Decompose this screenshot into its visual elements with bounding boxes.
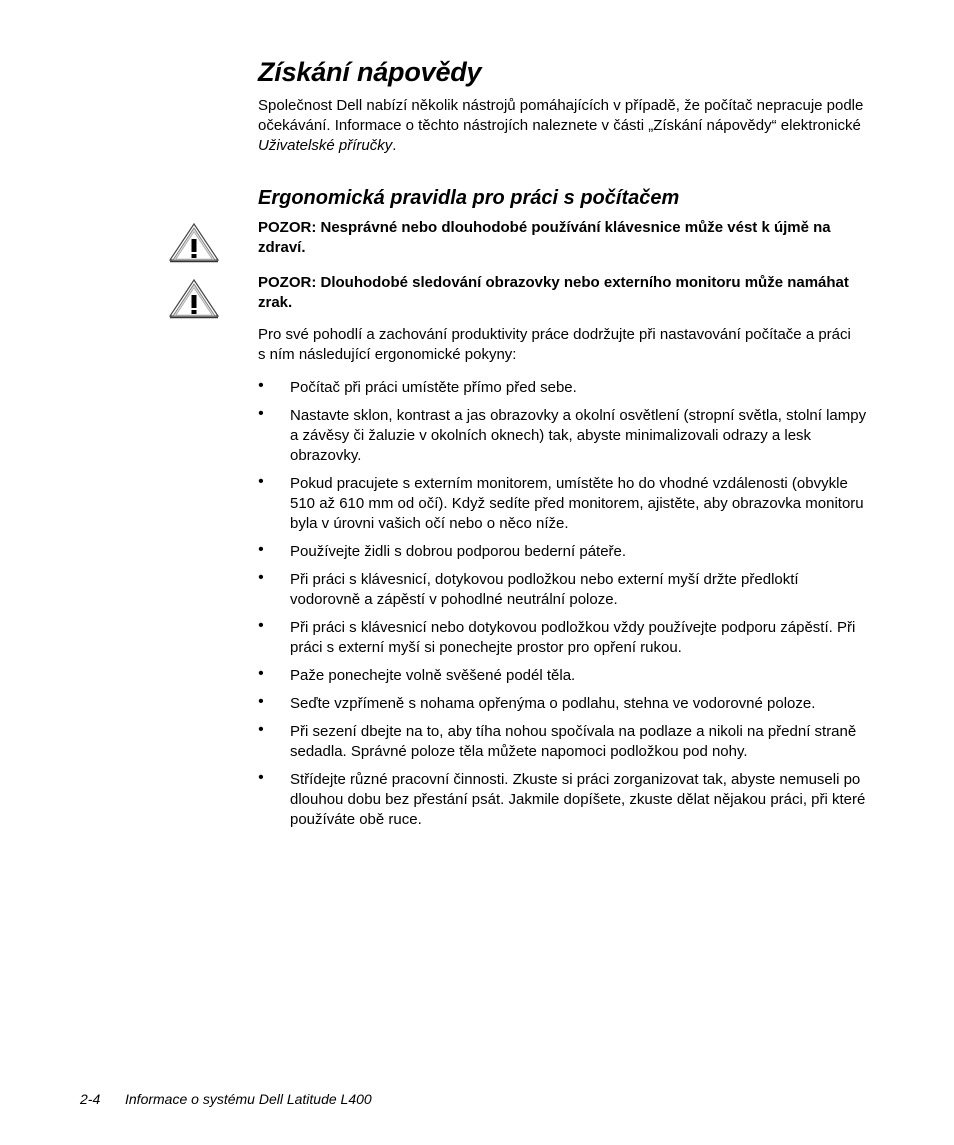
list-item-text: Při práci s klávesnicí nebo dotykovou podložkou vždy používejte podporu zápěstí. Při práci s externí myší si ponechejte prostor pro opření rukou. (290, 619, 856, 656)
list-item (258, 694, 868, 714)
intro-paragraph (258, 96, 868, 156)
list-item (258, 618, 868, 658)
list-item (258, 378, 868, 398)
bullet-icon: • (258, 569, 264, 586)
bullet-icon: • (258, 473, 264, 490)
list-item-text: Používejte židli s dobrou podporou bederní páteře. (290, 543, 627, 560)
bullet-icon: • (258, 665, 264, 682)
bullet-icon: • (258, 377, 264, 394)
bullet-icon: • (258, 693, 264, 710)
list-item (258, 542, 868, 562)
section-heading: Ergonomická pravidla pro práci s počítačem (258, 187, 680, 209)
caution-text: POZOR: Nesprávné nebo dlouhodobé používání klávesnice může vést k újmě na zdraví. (258, 219, 831, 256)
list-item (258, 474, 868, 534)
page-number: 2-4 (80, 1091, 101, 1107)
list-item (258, 770, 868, 830)
list-item-text: Střídejte různé pracovní činnosti. Zkuste si práci zorganizovat tak, abyste nemuseli po dlouhou dobu bez přestání psát. Jakmile dopíšete, zkuste dělat nějakou práci, při které používáte obě ruce. (290, 771, 866, 828)
list-item-text: Pokud pracujete s externím monitorem, umístěte ho do vhodné vzdálenosti (obvykle 510 až 610 mm od očí). Když sedíte před monitorem, ajistěte, aby obrazovka monitoru byla v úrovni vašich očí nebo o něco níže. (290, 475, 864, 532)
bullet-icon: • (258, 721, 264, 738)
intro-text: Společnost Dell nabízí několik nástrojů pomáhajících v případě, že počítač nepracuje podle očekávání. Informace o těchto nástrojích naleznete v části „Získání nápovědy“ elektronické (258, 97, 864, 134)
list-item-text: Při práci s klávesnicí, dotykovou podložkou nebo externí myší držte předloktí vodorovně a zápěstí v pohodlné neutrální poloze. (290, 571, 799, 608)
page-footer (80, 1090, 372, 1108)
warning-icon (168, 277, 220, 319)
list-item-text: Paže ponechejte volně svěšené podél těla. (290, 667, 576, 684)
bullet-icon: • (258, 405, 264, 422)
intro-emphasis: Uživatelské příručky (258, 137, 393, 154)
bullet-icon: • (258, 617, 264, 634)
list-item-text: Při sezení dbejte na to, aby tíha nohou spočívala na podlaze a nikoli na přední straně sedadla. Správné poloze těla můžete napomoci podložkou pod nohy. (290, 723, 857, 760)
bullet-icon: • (258, 541, 264, 558)
list-item-text: Seďte vzpřímeně s nohama opřenýma o podlahu, stehna ve vodorovné poloze. (290, 695, 816, 712)
footer-title: Informace o systému Dell Latitude L400 (125, 1091, 372, 1107)
ergonomics-intro: Pro své pohodlí a zachování produktivity práce dodržujte při nastavování počítače a práci s ním následující ergonomické pokyny: (258, 326, 851, 363)
list-item (258, 570, 868, 610)
list-item (258, 722, 868, 762)
list-item (258, 406, 868, 466)
list-item (258, 666, 868, 686)
list-item-text: Nastavte sklon, kontrast a jas obrazovky a okolní osvětlení (stropní světla, stolní lampy a závěsy či žaluzie v okolních oknech) tak, abyste minimalizovali odrazy a lesk obrazovky. (290, 407, 867, 464)
ergonomic-guidelines-list (258, 378, 868, 838)
caution-text: POZOR: Dlouhodobé sledování obrazovky nebo externího monitoru může namáhat zrak. (258, 274, 849, 311)
bullet-icon: • (258, 769, 264, 786)
intro-end: . (392, 137, 397, 154)
page-heading: Získání nápovědy (258, 57, 482, 87)
list-item-text: Počítač při práci umístěte přímo před sebe. (290, 379, 577, 396)
warning-icon (168, 221, 220, 263)
